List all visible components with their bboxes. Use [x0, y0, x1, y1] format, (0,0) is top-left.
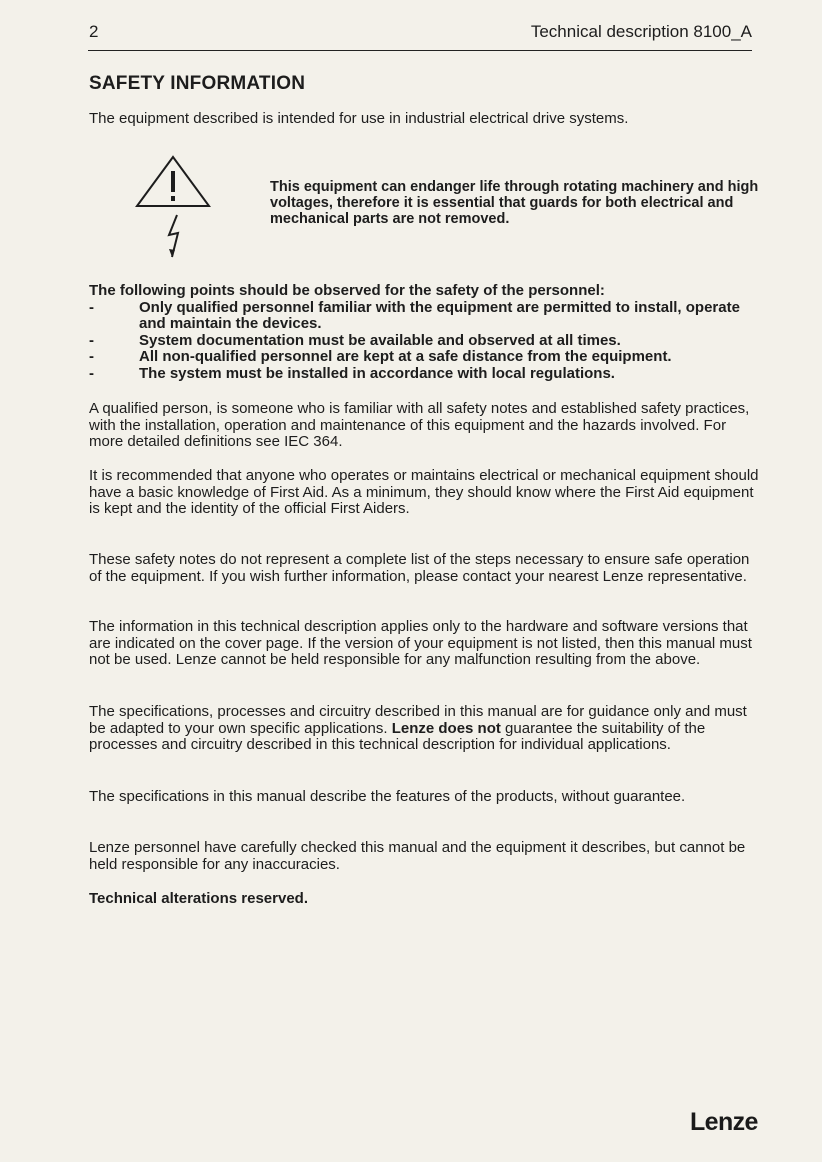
- list-item-text: Only qualified personnel familiar with the equipment are permitted to install, operate and maintain the devices.: [139, 299, 740, 333]
- specifications-guarantee-paragraph: The specifications in this manual describe the features of the products, without guarantee.: [89, 788, 686, 805]
- bullet-dash: -: [89, 364, 94, 382]
- list-item-text: All non-qualified personnel are kept at a safe distance from the equipment.: [139, 348, 672, 366]
- list-item: [89, 366, 769, 382]
- specs-text-before: The specifications, processes and circuitry described in this manual are for guidance only and must be adapted to your own specific applications.: [89, 703, 747, 737]
- bullet-dash: -: [89, 348, 94, 366]
- bullet-dash: -: [89, 331, 94, 349]
- qualified-person-paragraph: A qualified person, is someone who is familiar with all safety notes and established safety practices, with the installation, operation and maintenance of this equipment and the hazards involved. For more detailed definitions see IEC 364.: [89, 400, 750, 451]
- warning-text: This equipment can endanger life through rotating machinery and high voltages, therefore it is essential that guards for both electrical and mechanical parts are not removed.: [270, 179, 759, 227]
- list-item-text: The system must be installed in accordance with local regulations.: [139, 364, 615, 382]
- specs-text-after: guarantee the suitability of the processes and circuitry described in this technical description for individual applications.: [89, 719, 706, 754]
- specs-text-bold: Lenze does not: [391, 719, 501, 737]
- page-number: 2: [89, 22, 99, 41]
- version-info-paragraph: The information in this technical description applies only to the hardware and software versions that are indicated on the cover page. If the version of your equipment is not listed, then this manual must not be used. Lenze cannot be held responsible for any malfunction resulting from the above.: [89, 618, 752, 669]
- section-title: SAFETY INFORMATION: [89, 73, 306, 94]
- technical-alterations-note: Technical alterations reserved.: [89, 890, 308, 907]
- lenze-personnel-paragraph: Lenze personnel have carefully checked this manual and the equipment it describes, but cannot be held responsible for any inaccuracies.: [89, 839, 746, 873]
- bullet-dash: -: [89, 299, 94, 316]
- header-divider: [88, 50, 752, 51]
- specifications-guidance-paragraph: [89, 704, 764, 754]
- lenze-logo: Lenze: [690, 1108, 758, 1136]
- document-title: Technical description 8100_A: [530, 22, 752, 41]
- list-item: [89, 300, 769, 333]
- intro-paragraph: The equipment described is intended for use in industrial electrical drive systems.: [89, 110, 629, 127]
- list-item: [89, 349, 769, 365]
- safety-notes-paragraph: These safety notes do not represent a complete list of the steps necessary to ensure safe operation of the equipment. If you wish further information, please contact your nearest Lenze representative.: [89, 551, 750, 585]
- first-aid-paragraph: It is recommended that anyone who operates or maintains electrical or mechanical equipment should have a basic knowledge of First Aid. As a minimum, they should know where the First Aid equipment is kept and the identity of the official First Aiders.: [89, 467, 759, 518]
- warning-triangle-icon: [132, 153, 214, 265]
- list-item-text: System documentation must be available and observed at all times.: [139, 331, 621, 349]
- list-item: [89, 333, 769, 349]
- safety-points-intro: The following points should be observed for the safety of the personnel:: [89, 282, 605, 299]
- safety-points-list: [89, 300, 769, 382]
